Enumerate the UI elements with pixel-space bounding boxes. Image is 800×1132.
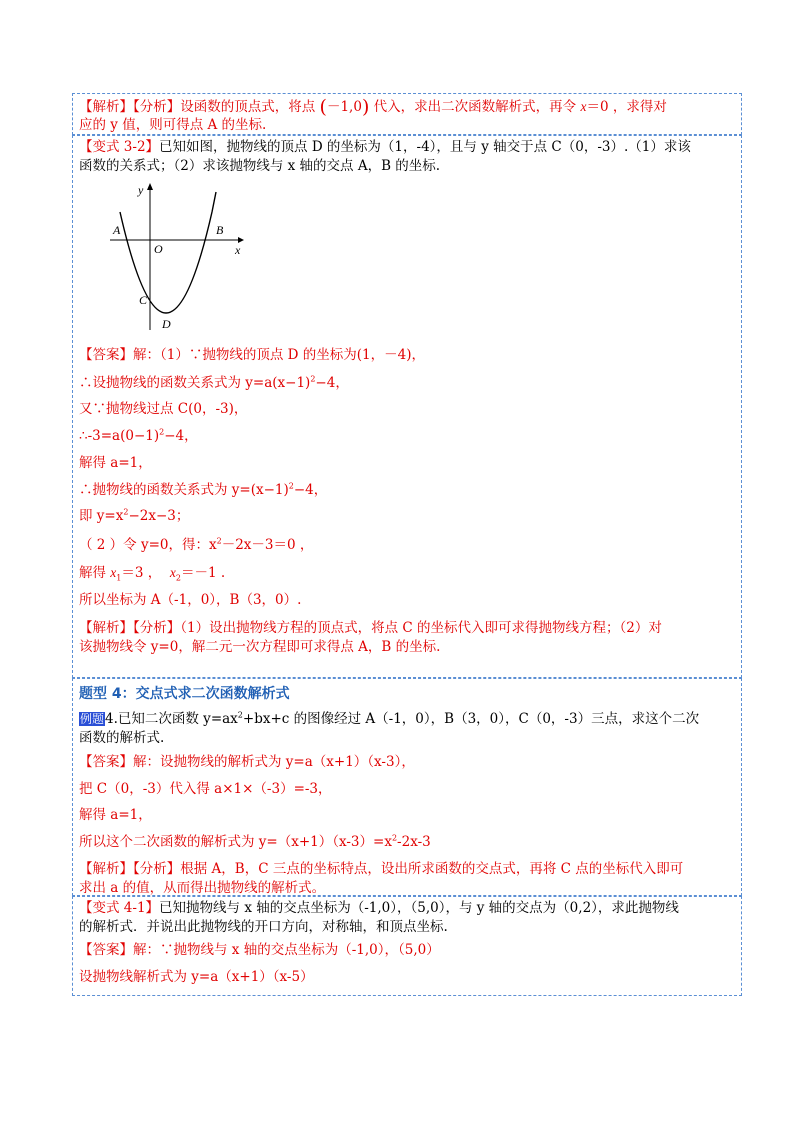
answer-text: ∴设抛物线的函数关系式为 y=a(x−1) xyxy=(79,375,311,391)
question-text: 已知抛物线与 x 轴的交点坐标为（-1,0），（5,0），与 y 轴的交点为（0,2），求此抛物线 xyxy=(159,900,679,916)
answer-3-2-line-3: 又∵抛物线过点 C(0，-3)， xyxy=(79,401,248,417)
subscript: 2 xyxy=(175,573,181,583)
point-paren-open: ( xyxy=(319,96,327,118)
answer-text: （ 2 ）令 y=0，得：x xyxy=(79,537,217,553)
variant-3-2-question-line-1 xyxy=(79,139,691,156)
answer-text: ＝3 ， xyxy=(121,565,162,581)
variant-tag: 【变式 4-1】 xyxy=(79,900,160,916)
answer-text: −4， xyxy=(315,375,349,391)
answer-text: −4， xyxy=(293,482,328,498)
variable-x2: x xyxy=(169,565,176,580)
variable-x1: x xyxy=(110,565,117,580)
answer-tag: 【答案】 xyxy=(79,754,133,770)
subscript: 1 xyxy=(116,573,122,583)
analysis-text: 【解析】【分析】设函数的顶点式，将点 xyxy=(79,99,316,115)
analysis-3-2-line-1: 【解析】【分析】（1）设出抛物线方程的顶点式，将点 C 的坐标代入即可求得抛物线方程；（2）对 xyxy=(79,620,662,636)
answer-text: ∴-3=a(0−1) xyxy=(79,428,160,444)
answer-3-2-line-1 xyxy=(79,347,425,364)
variant-tag: 【变式 3-2】 xyxy=(79,139,160,155)
exponent: 2 xyxy=(288,481,294,491)
answer-text: -2x-3 xyxy=(397,834,431,850)
parabola-graph xyxy=(98,180,248,335)
answer-3-2-line-8 xyxy=(79,537,313,554)
answer-4-line-2: 把 C（0，-3）代入得 a×1×（-3）=-3， xyxy=(79,781,332,797)
answer-text: 所以这个二次函数的解析式为 y=（x+1）（x-3）=x xyxy=(79,834,392,850)
answer-tag: 【答案】 xyxy=(79,942,133,958)
answer-4-line-1 xyxy=(79,754,415,771)
answer-text: 解：∵抛物线与 x 轴的交点坐标为（-1,0），（5,0） xyxy=(133,942,440,958)
point-paren-close: ) xyxy=(361,96,370,118)
answer-text: 即 y=x xyxy=(79,508,124,524)
x-axis-label: x xyxy=(235,243,241,257)
exponent: 2 xyxy=(391,833,398,843)
answer-text: －2x－3＝0 ， xyxy=(221,537,314,553)
point-b-label: B xyxy=(216,223,224,237)
variant-4-1-question-line-2: 的解析式．并说出此抛物线的开口方向，对称轴，和顶点坐标. xyxy=(79,919,448,935)
point-c-label: C xyxy=(139,293,148,307)
answer-3-2-line-7 xyxy=(79,508,189,525)
example-4-line-1 xyxy=(79,711,699,728)
answer-text: 解：（1）∵抛物线的顶点 D 的坐标为(1，－4)， xyxy=(133,347,425,363)
answer-text: −2x−3； xyxy=(128,508,190,524)
variant-4-1-answer-line-2: 设抛物线解析式为 y=a（x+1）（x-5） xyxy=(79,969,314,985)
example-tag: 例题 xyxy=(80,712,105,726)
answer-3-2-line-9 xyxy=(79,564,225,582)
point-value: －1,0 xyxy=(326,99,362,115)
point-d-label: D xyxy=(162,317,171,331)
y-axis-arrow xyxy=(147,183,153,190)
question-text: +bx+c 的图像经过 A（-1，0），B（3，0），C（0，-3）三点，求这个二次 xyxy=(242,711,700,727)
exponent: 2 xyxy=(123,507,129,517)
variable-x: x xyxy=(580,99,587,114)
variant-4-1-question-line-1 xyxy=(79,900,679,917)
answer-tag: 【答案】 xyxy=(79,347,133,363)
analysis-text: 代入，求出二次函数解析式，再令 xyxy=(373,99,577,115)
question-text: 4.已知二次函数 y=ax xyxy=(105,711,238,727)
variant-4-1-answer-line-1 xyxy=(79,942,440,959)
analysis-line-1 xyxy=(79,98,667,116)
answer-text: ∴抛物线的函数关系式为 y=(x−1) xyxy=(79,482,289,498)
analysis-4-line-2: 求出 a 的值，从而得出抛物线的解析式。 xyxy=(79,880,326,896)
exponent: 2 xyxy=(159,427,165,437)
answer-4-line-4 xyxy=(79,834,431,851)
origin-label: O xyxy=(154,242,163,256)
exponent: 2 xyxy=(310,374,316,384)
answer-3-2-line-5: 解得 a=1， xyxy=(79,455,152,471)
answer-3-2-line-2 xyxy=(79,375,349,392)
y-axis-label: y xyxy=(138,183,144,197)
analysis-4-line-1: 【解析】【分析】根据 A，B，C 三点的坐标特点，设出所求函数的交点式，再将 C 点的坐标代入即可 xyxy=(79,861,684,877)
answer-text: 解得 xyxy=(79,565,111,581)
variant-3-2-question-line-2: 函数的关系式；（2）求该抛物线与 x 轴的交点 A，B 的坐标. xyxy=(79,158,441,174)
exponent: 2 xyxy=(216,536,222,546)
analysis-line-2: 应的 y 值，则可得点 A 的坐标. xyxy=(79,117,267,133)
answer-4-line-3: 解得 a=1， xyxy=(79,807,152,823)
parabola-curve xyxy=(120,192,216,313)
answer-text: −4， xyxy=(164,428,198,444)
answer-3-2-line-10: 所以坐标为 A（-1，0），B（3，0）. xyxy=(79,592,302,608)
answer-text: ＝－1 . xyxy=(180,565,226,581)
question-text: 已知如图，抛物线的顶点 D 的坐标为（1，-4），且与 y 轴交于点 C（0，-3）.（1）求该 xyxy=(159,139,691,155)
section-heading: 题型 4：交点式求二次函数解析式 xyxy=(79,686,290,702)
answer-3-2-line-4 xyxy=(79,428,198,445)
analysis-text: ＝0 ，求得对 xyxy=(586,99,667,115)
answer-text: 解：设抛物线的解析式为 y=a（x+1）（x-3）， xyxy=(133,754,415,770)
point-a-label: A xyxy=(113,223,121,237)
answer-3-2-line-6 xyxy=(79,482,327,499)
analysis-3-2-line-2: 该抛物线令 y=0，解二元一次方程即可求得点 A，B 的坐标. xyxy=(79,639,441,655)
example-4-line-2: 函数的解析式. xyxy=(79,730,165,746)
exponent: 2 xyxy=(237,710,243,720)
